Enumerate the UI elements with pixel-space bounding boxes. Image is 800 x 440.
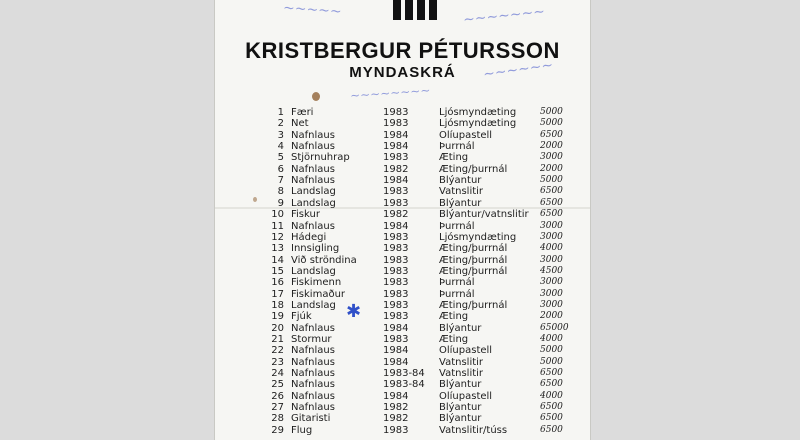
row-year: 1984	[383, 129, 409, 141]
row-year: 1983-84	[383, 379, 425, 391]
row-number: 22	[271, 345, 284, 357]
catalogue-row	[215, 175, 590, 186]
row-year: 1984	[383, 356, 409, 368]
row-title: Landslag	[291, 197, 336, 209]
row-number: 5	[277, 152, 284, 164]
row-title: Nafnlaus	[291, 163, 335, 175]
row-number: 29	[271, 424, 284, 436]
row-year: 1983	[383, 152, 409, 164]
row-technique: Blýantur	[439, 197, 482, 209]
row-technique: Æting	[439, 334, 469, 345]
row-title: Nafnlaus	[291, 141, 335, 153]
catalogue-row	[215, 130, 590, 141]
row-price: 4000	[540, 334, 563, 344]
row-title: Nafnlaus	[291, 390, 335, 402]
row-number: 12	[271, 231, 284, 243]
catalogue-row	[215, 266, 590, 277]
row-technique: Þurrnál	[439, 141, 475, 153]
row-price: 6500	[540, 197, 563, 208]
catalogue-row	[215, 152, 590, 163]
row-price: 6500	[540, 186, 563, 197]
row-price: 5000	[540, 118, 563, 129]
row-price: 3000	[540, 288, 563, 299]
row-year: 1983-84	[383, 368, 425, 380]
row-number: 2	[277, 118, 284, 130]
row-year: 1983	[383, 197, 409, 209]
row-price: 65000	[540, 322, 569, 333]
row-number: 27	[271, 402, 284, 414]
row-technique: Æting	[439, 152, 469, 164]
row-technique: Þurrnál	[439, 220, 475, 232]
row-number: 26	[271, 390, 284, 402]
row-title: Nafnlaus	[291, 129, 335, 141]
row-price: 6500	[540, 402, 563, 413]
row-year: 1982	[383, 209, 409, 221]
row-title: Nafnlaus	[291, 356, 335, 368]
row-technique: Æting/þurrnál	[439, 243, 508, 255]
row-number: 18	[271, 299, 284, 311]
row-year: 1983	[383, 243, 409, 255]
row-technique: Blýantur	[439, 175, 482, 187]
row-technique: Blýantur	[439, 379, 482, 391]
row-title: Innsigling	[291, 243, 340, 255]
row-technique: Ljósmyndæting	[439, 231, 517, 243]
row-number: 23	[271, 356, 284, 368]
row-number: 6	[277, 163, 284, 175]
catalogue-row	[215, 141, 590, 152]
handwritten-note: ~~~~~	[282, 0, 343, 21]
catalogue-row	[215, 118, 590, 129]
catalogue-row	[215, 413, 590, 424]
row-year: 1983	[383, 288, 409, 300]
row-year: 1983	[383, 299, 409, 311]
row-technique: Æting/þurrnál	[439, 163, 508, 175]
row-title: Gitaristi	[291, 413, 331, 425]
row-technique: Vatnslitir	[439, 356, 484, 368]
row-technique: Ljósmyndæting	[439, 107, 517, 118]
catalogue-row	[215, 107, 590, 118]
row-year: 1982	[383, 402, 409, 414]
row-year: 1983	[383, 265, 409, 277]
row-number: 14	[271, 254, 284, 266]
row-price: 4500	[540, 265, 563, 276]
gallery-logo	[393, 0, 437, 20]
row-price: 6500	[540, 368, 563, 379]
catalogue-sheet	[215, 0, 590, 440]
row-number: 8	[277, 186, 284, 198]
row-price: 3000	[540, 220, 563, 231]
handwritten-bleedthrough: ~~~~~~~~	[349, 83, 431, 103]
row-price: 3000	[540, 152, 563, 163]
row-number: 15	[271, 265, 284, 277]
row-number: 3	[277, 129, 284, 141]
stain-mark	[312, 92, 320, 101]
row-price: 6500	[540, 129, 563, 140]
catalogue-row	[215, 198, 590, 209]
row-year: 1982	[383, 413, 409, 425]
catalogue-row	[215, 391, 590, 402]
row-year: 1984	[383, 390, 409, 402]
row-price: 2000	[540, 141, 563, 152]
row-title: Nafnlaus	[291, 345, 335, 357]
row-title: Stormur	[291, 334, 332, 345]
row-year: 1983	[383, 311, 409, 323]
row-price: 3000	[540, 231, 563, 242]
catalogue-row	[215, 232, 590, 243]
row-price: 6500	[540, 413, 563, 424]
row-year: 1984	[383, 345, 409, 357]
row-title: Landslag	[291, 265, 336, 277]
row-title: Færi	[291, 107, 314, 118]
row-title: Net	[291, 118, 309, 130]
row-year: 1983	[383, 186, 409, 198]
row-year: 1984	[383, 175, 409, 187]
row-number: 1	[277, 107, 284, 118]
row-technique: Vatnslitir	[439, 186, 484, 198]
catalogue-row	[215, 277, 590, 288]
row-year: 1984	[383, 141, 409, 153]
row-technique: Þurrnál	[439, 277, 475, 289]
row-technique: Æting/þurrnál	[439, 299, 508, 311]
row-year: 1983	[383, 424, 409, 436]
row-price: 2000	[540, 163, 563, 174]
row-price: 5000	[540, 175, 563, 186]
row-number: 9	[277, 197, 284, 209]
row-technique: Þurrnál	[439, 288, 475, 300]
row-number: 16	[271, 277, 284, 289]
row-price: 6500	[540, 209, 563, 220]
catalogue-row	[215, 300, 590, 311]
row-technique: Vatnslitir	[439, 368, 484, 380]
row-number: 13	[271, 243, 284, 255]
row-year: 1983	[383, 118, 409, 130]
row-number: 24	[271, 368, 284, 380]
row-price: 5000	[540, 356, 563, 367]
row-title: Flug	[291, 424, 313, 436]
row-technique: Vatnslitir/túss	[439, 424, 508, 436]
catalogue-row	[215, 221, 590, 232]
blue-star-mark: ✱	[346, 301, 362, 322]
row-number: 11	[271, 220, 284, 232]
catalogue-row	[215, 402, 590, 413]
row-number: 4	[277, 141, 284, 153]
row-technique: Æting/þurrnál	[439, 254, 508, 266]
row-title: Fiskimenn	[291, 277, 342, 289]
row-year: 1984	[383, 322, 409, 334]
catalogue-row	[215, 289, 590, 300]
row-title: Við ströndina	[291, 254, 357, 266]
row-title: Nafnlaus	[291, 175, 335, 187]
row-technique: Blýantur	[439, 413, 482, 425]
row-price: 3000	[540, 254, 563, 265]
row-price: 4000	[540, 390, 563, 401]
catalogue-row	[215, 345, 590, 356]
row-number: 17	[271, 288, 284, 300]
catalogue-row	[215, 255, 590, 266]
row-price: 5000	[540, 345, 563, 356]
row-price: 3000	[540, 277, 563, 288]
row-title: Landslag	[291, 299, 336, 311]
catalogue-row	[215, 311, 590, 322]
catalogue-row	[215, 425, 590, 436]
row-year: 1984	[383, 220, 409, 232]
catalogue-row	[215, 209, 590, 220]
row-title: Nafnlaus	[291, 368, 335, 380]
row-number: 7	[277, 175, 284, 187]
row-technique: Blýantur	[439, 322, 482, 334]
row-year: 1983	[383, 334, 409, 345]
row-price: 3000	[540, 299, 563, 310]
handwritten-bleedthrough: ~~~~~~	[482, 57, 555, 83]
row-number: 28	[271, 413, 284, 425]
row-year: 1983	[383, 254, 409, 266]
row-title: Hádegi	[291, 231, 327, 243]
row-technique: Æting/þurrnál	[439, 265, 508, 277]
row-title: Nafnlaus	[291, 220, 335, 232]
row-title: Nafnlaus	[291, 379, 335, 391]
row-technique: Ljósmyndæting	[439, 118, 517, 130]
row-price: 2000	[540, 311, 563, 322]
catalogue-row	[215, 243, 590, 254]
catalogue-row	[215, 368, 590, 379]
catalogue-row	[215, 357, 590, 368]
row-technique: Olíupastell	[439, 345, 493, 357]
row-title: Landslag	[291, 186, 336, 198]
row-price: 4000	[540, 243, 563, 254]
catalogue-row	[215, 323, 590, 334]
row-title: Nafnlaus	[291, 402, 335, 414]
catalogue-row	[215, 379, 590, 390]
row-number: 10	[271, 209, 284, 221]
catalogue-row	[215, 164, 590, 175]
row-year: 1982	[383, 163, 409, 175]
row-technique: Blýantur	[439, 402, 482, 414]
catalogue-subtitle: MYNDASKRÁ	[349, 64, 456, 81]
row-number: 21	[271, 334, 284, 345]
row-technique: Æting	[439, 311, 469, 323]
row-price: 6500	[540, 424, 563, 435]
row-year: 1983	[383, 277, 409, 289]
row-technique: Olíupastell	[439, 390, 493, 402]
row-number: 19	[271, 311, 284, 323]
row-title: Nafnlaus	[291, 322, 335, 334]
row-technique: Blýantur/vatnslitir	[439, 209, 529, 221]
row-price: 6500	[540, 379, 563, 390]
handwritten-bleedthrough: ~~~~~~~	[462, 3, 546, 29]
row-year: 1983	[383, 231, 409, 243]
row-title: Fjúk	[291, 311, 312, 323]
row-technique: Olíupastell	[439, 129, 493, 141]
row-number: 25	[271, 379, 284, 391]
row-title: Stjörnuhrap	[291, 152, 350, 164]
row-price: 5000	[540, 107, 563, 117]
row-number: 20	[271, 322, 284, 334]
artist-name: KRISTBERGUR PÉTURSSON	[245, 38, 560, 63]
row-title: Fiskimaður	[291, 288, 346, 300]
row-title: Fiskur	[291, 209, 320, 221]
row-year: 1983	[383, 107, 409, 118]
catalogue-row	[215, 334, 590, 345]
catalogue-row	[215, 186, 590, 197]
